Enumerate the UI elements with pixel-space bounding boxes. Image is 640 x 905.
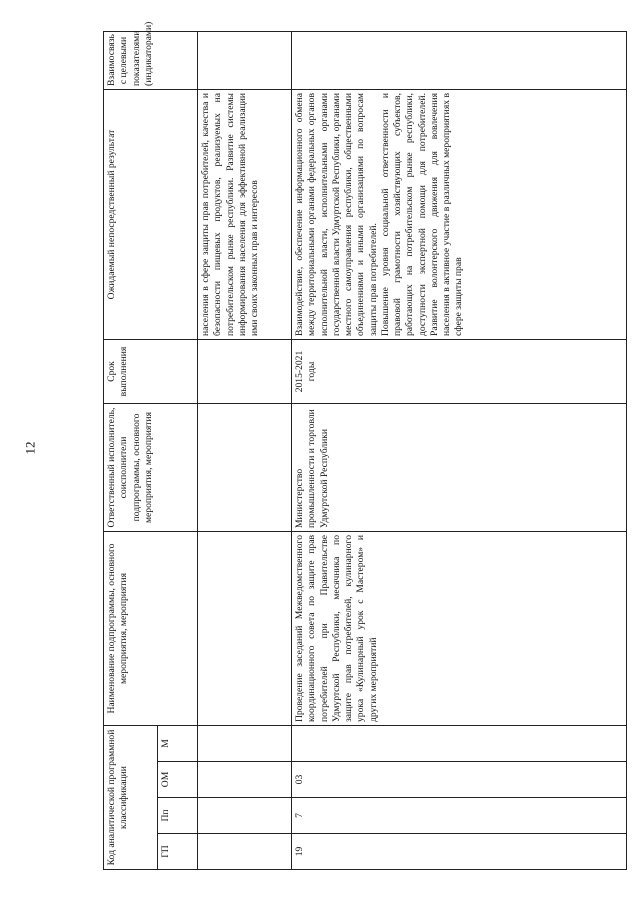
header-relation: Взаимосвязь с целевыми показателями (индикаторами) — [104, 32, 198, 90]
row-result-paragraph-2: Повышение уровня социальной ответственности и правовой грамотности хозяйствующих субъектов, работающих на потребительском рынке республики, доступности экспертной помощи для потребителей. Развитие волонтерского движения для вовлечения населения в активное участие в различных мероприятиях в сфере защиты прав — [379, 93, 465, 336]
cont-name — [198, 532, 292, 726]
cont-relation — [198, 32, 292, 90]
page-number: 12 — [22, 441, 38, 455]
header-name: Наименование подпрограммы, основного мероприятия, мероприятия — [104, 532, 198, 726]
row-term: 2015-2021 годы — [292, 340, 627, 404]
cont-m — [198, 726, 292, 762]
header-om: ОМ — [158, 762, 198, 798]
cont-gp — [198, 834, 292, 870]
row-relation — [292, 32, 627, 90]
row-gp: 19 — [292, 834, 627, 870]
header-gp: ГП — [158, 834, 198, 870]
cont-responsible — [198, 404, 292, 532]
header-code-group: Код аналитической программной классификации — [104, 726, 158, 870]
rotated-page-content — [103, 21, 627, 870]
table-row — [292, 32, 627, 870]
row-m — [292, 726, 627, 762]
row-pp: 7 — [292, 798, 627, 834]
program-table — [103, 21, 627, 870]
header-m: М — [158, 726, 198, 762]
cont-result: населения в сфере защиты прав потребителей, качества и безопасности пищевых продуктов, реализуемых на потребительском рынке республики. Развитие системы информирования населения для эффективной реализации ими своих законных прав и интересов — [198, 90, 292, 340]
continuation-row — [198, 32, 292, 870]
cont-term — [198, 340, 292, 404]
cont-om — [198, 762, 292, 798]
cont-pp — [198, 798, 292, 834]
header-responsible: Ответственный исполнитель, соисполнители подпрограммы, основного мероприятия, мероприятия — [104, 404, 198, 532]
header-pp: Пп — [158, 798, 198, 834]
row-result — [292, 90, 627, 340]
row-name: Проведение заседаний Межведомственного координационного совета по защите прав потребителей при Правительстве Удмуртской Республики, месячника по защите прав потребителей, кулинарного урока «Кулинарный урок с Мастером» и других мероприятий — [292, 532, 627, 726]
header-row-top — [104, 32, 158, 870]
row-om: 03 — [292, 762, 627, 798]
row-responsible: Министерство промышленности и торговли Удмуртской Республики — [292, 404, 627, 532]
header-result: Ожидаемый непосредственный результат — [104, 90, 198, 340]
row-result-paragraph-1: Взаимодействие, обеспечение информационного обмена между территориальными органами федеральных органов исполнительной власти, исполнительными органами государственной власти Удмуртской Республики, органами местного самоуправления республики, общественными объединениями и иными организациями по вопросам защиты прав потребителей. — [294, 93, 379, 336]
header-term: Срок выполнения — [104, 340, 198, 404]
